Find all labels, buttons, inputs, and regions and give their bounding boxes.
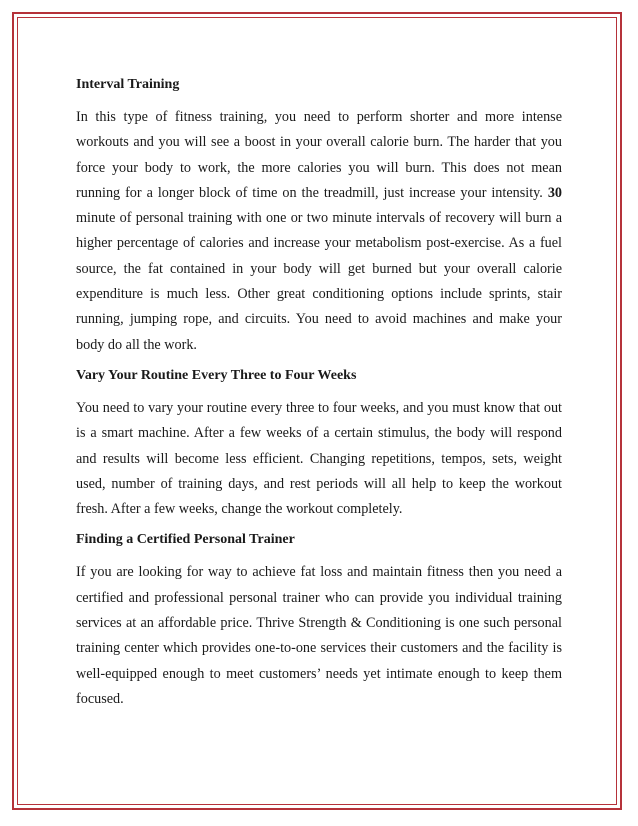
section-paragraph: If you are looking for way to achieve fat loss and maintain fitness then you need a certified and professional personal trainer who can provide you individual training services at an affordable price. Thrive Strength & Conditioning is one such personal training center which provides one-to-one services their customers and the facility is well-equipped enough to meet customers’ needs yet intimate enough to keep them focused.	[76, 564, 562, 707]
paragraph-text: minute of personal training with one or two minute intervals of recovery will burn a higher percentage of calories and increase your metabolism post-exercise. As a fuel source, the fat contained in your body will get burned but your overall calorie expenditure is much less. Other great conditioning options include sprints, stair running, jumping rope, and circuits. You need to avoid machines and make your body do all the work.	[76, 210, 562, 353]
section-paragraph	[76, 105, 562, 358]
document-body	[76, 75, 562, 720]
section-interval-training	[76, 75, 562, 358]
section-heading: Finding a Certified Personal Trainer	[76, 532, 295, 548]
section-certified-trainer	[76, 530, 562, 712]
section-heading: Vary Your Routine Every Three to Four Weeks	[76, 367, 357, 383]
section-heading: Interval Training	[76, 77, 180, 92]
paragraph-bold-number: 30	[547, 184, 562, 201]
section-vary-routine	[76, 366, 562, 522]
paragraph-text: In this type of fitness training, you need to perform shorter and more intense workouts and you will see a boost in your overall calorie burn. The harder that you force your body to work, the more calories you will burn. This does not mean running for a longer block of time on the treadmill, just increase your intensity.	[76, 109, 562, 201]
section-paragraph: You need to vary your routine every three to four weeks, and you must know that out is a smart machine. After a few weeks of a certain stimulus, the body will respond and results will become less efficient. Changing repetitions, tempos, sets, weight used, number of training days, and rest periods will all help to keep the workout fresh. After a few weeks, change the workout completely.	[76, 399, 562, 518]
